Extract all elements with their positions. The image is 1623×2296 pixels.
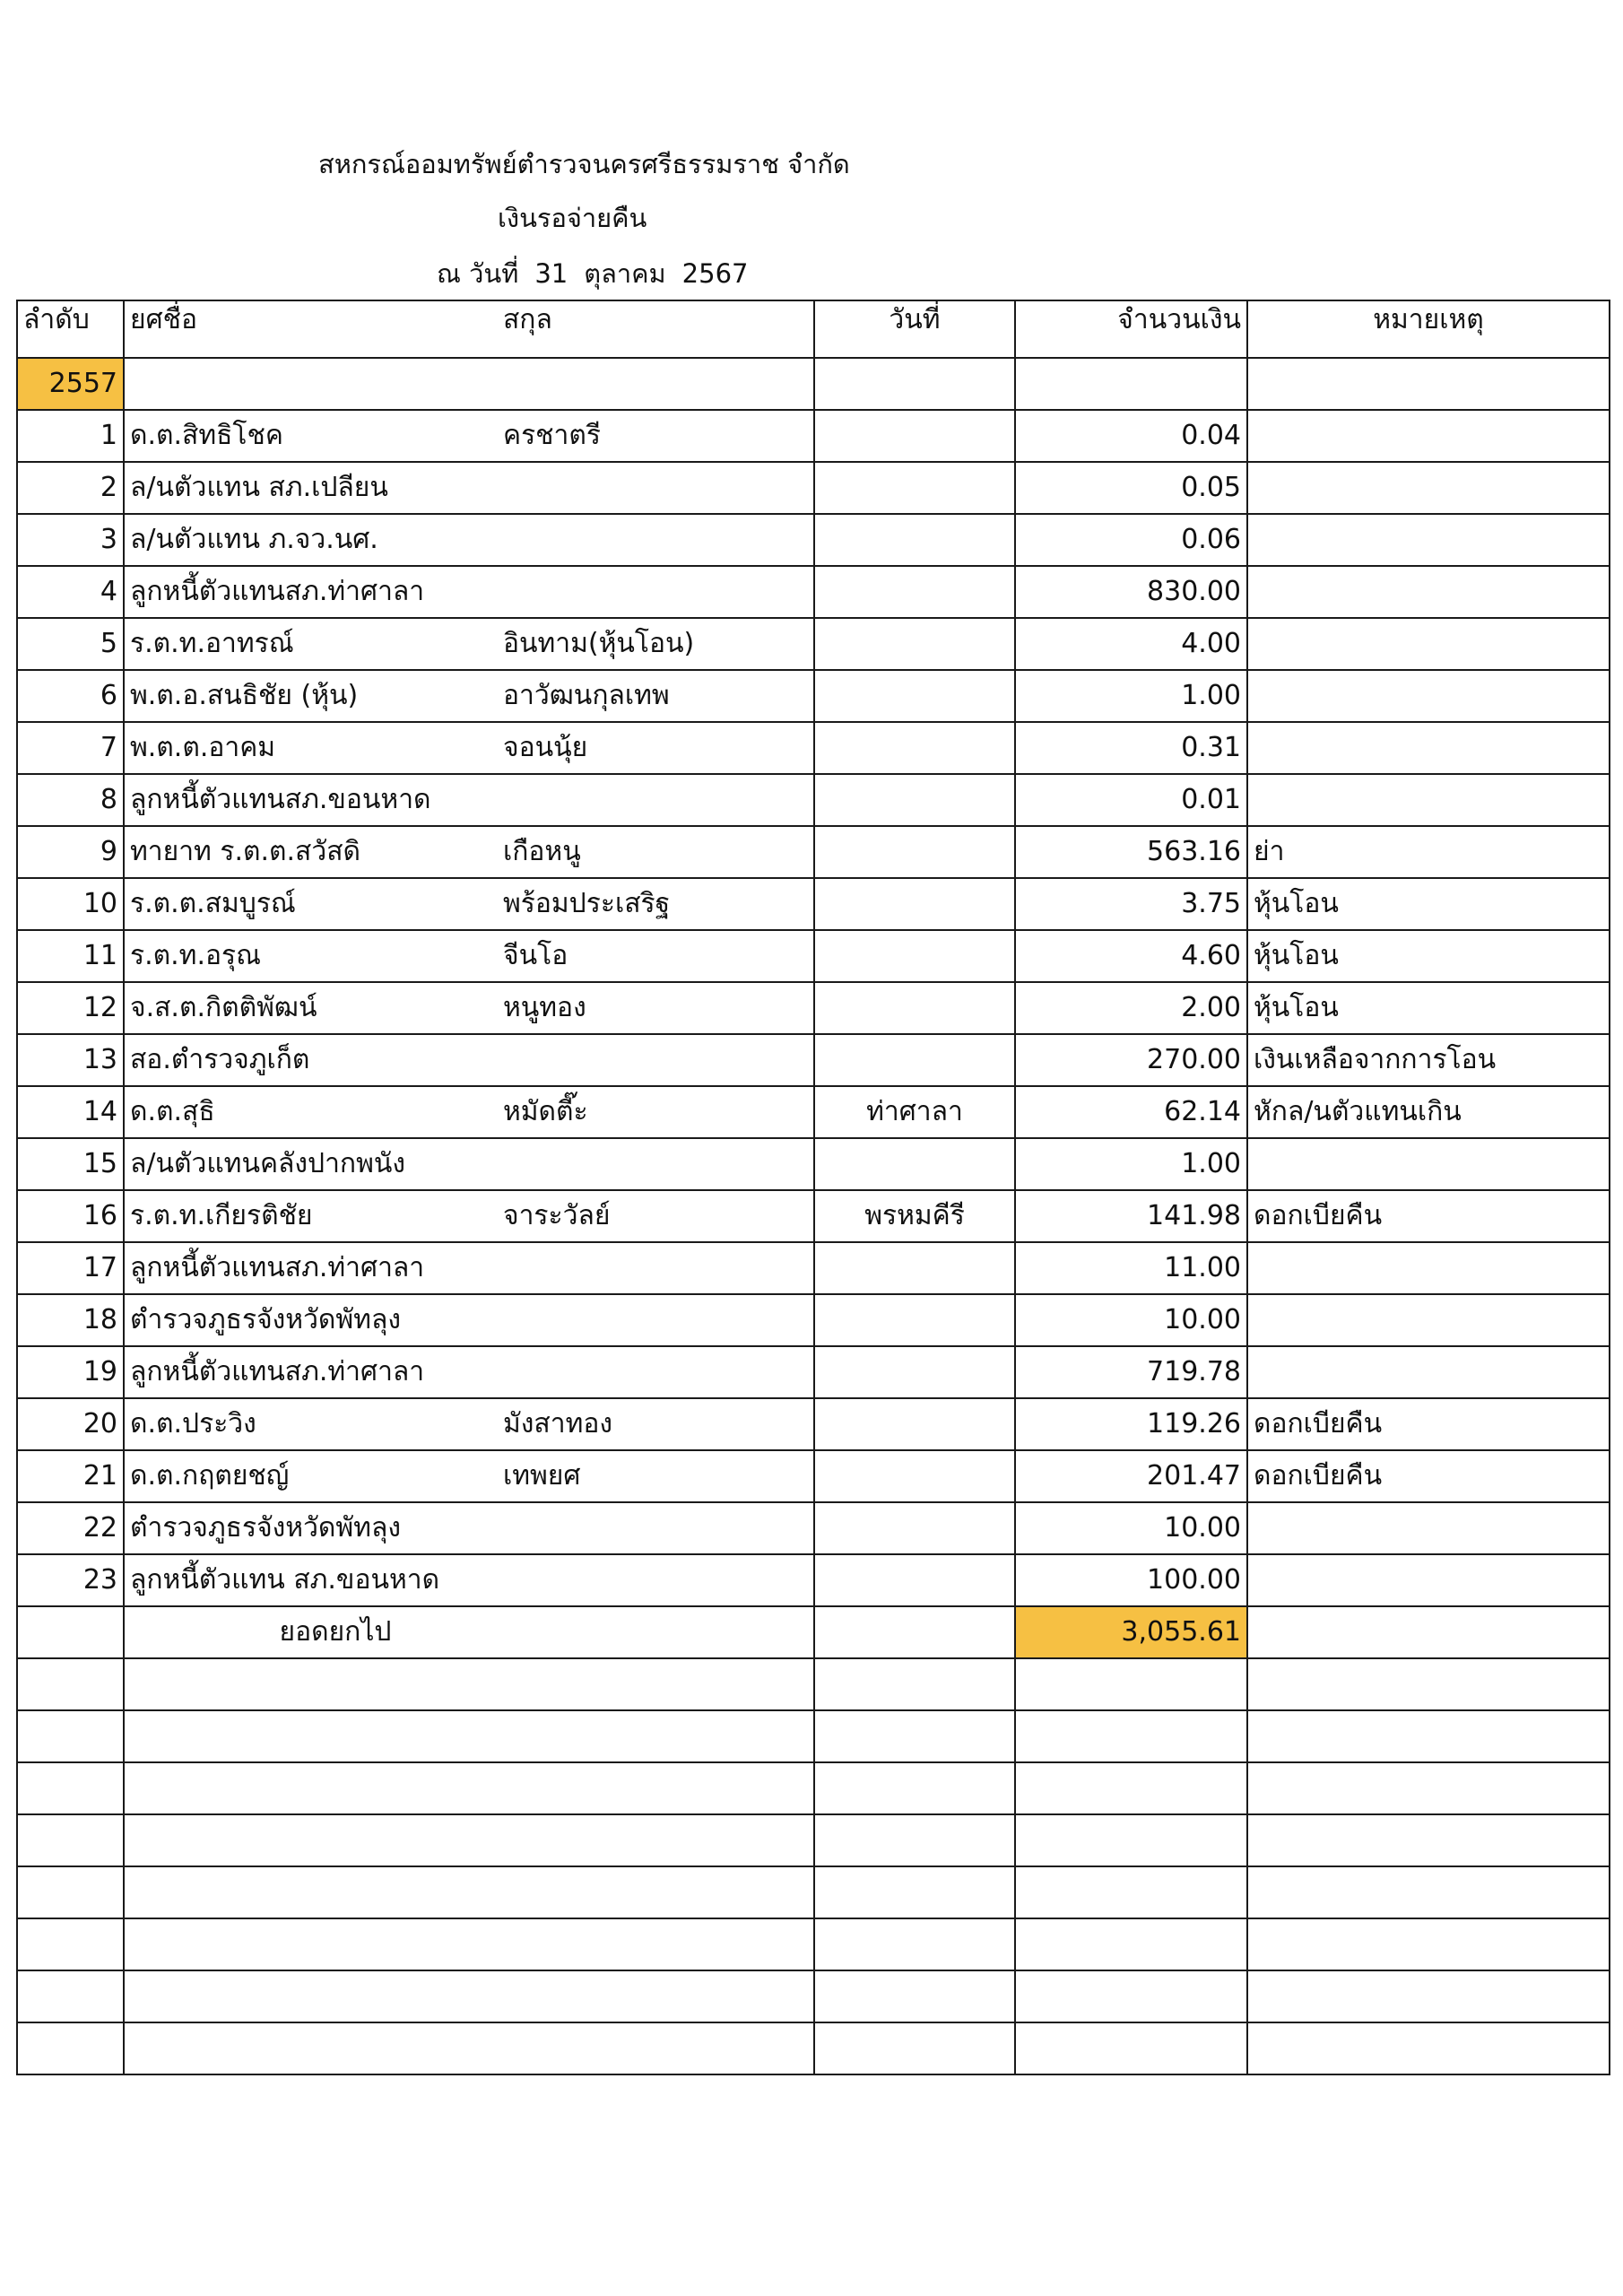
cell-amount: 100.00	[1015, 1554, 1247, 1606]
cell-empty	[498, 1866, 814, 1918]
cell-date	[814, 826, 1015, 878]
cell-seq: 8	[17, 774, 124, 826]
cell-name: ลูกหนี้ตัวแทนสภ.ท่าศาลา	[124, 1346, 498, 1398]
table-row	[17, 670, 1610, 722]
cell-empty	[17, 1866, 124, 1918]
cell-empty	[1015, 1918, 1247, 1970]
date-year: 2567	[681, 258, 749, 289]
cell-amount: 10.00	[1015, 1294, 1247, 1346]
cell-amount: 201.47	[1015, 1450, 1247, 1502]
table-row	[17, 1242, 1610, 1294]
cell-empty	[1247, 1970, 1610, 2022]
table-row	[17, 1502, 1610, 1554]
cell-amount: 4.00	[1015, 618, 1247, 670]
cell-amount: 830.00	[1015, 566, 1247, 618]
table-row	[17, 1086, 1610, 1138]
cell-empty	[814, 1658, 1015, 1710]
cell-surname: มังสาทอง	[498, 1398, 814, 1450]
cell-empty	[498, 2022, 814, 2074]
table-row	[17, 410, 1610, 462]
cell-empty	[498, 1918, 814, 1970]
cell-seq: 5	[17, 618, 124, 670]
cell-amount: 119.26	[1015, 1398, 1247, 1450]
cell-surname: ครชาตรี	[498, 410, 814, 462]
cell-surname	[498, 1554, 814, 1606]
cell-date	[814, 514, 1015, 566]
blank-row	[17, 2022, 1610, 2074]
cell-date	[814, 930, 1015, 982]
cell-empty	[1015, 1762, 1247, 1814]
cell-date	[814, 774, 1015, 826]
cell-empty	[1015, 1970, 1247, 2022]
cell-date	[814, 722, 1015, 774]
cell-seq: 2	[17, 462, 124, 514]
cell-surname: จาระวัลย์	[498, 1190, 814, 1242]
cell-name: ลูกหนี้ตัวแทนสภ.ขอนหาด	[124, 774, 498, 826]
table-row	[17, 514, 1610, 566]
cell-date: พรหมคีรี	[814, 1190, 1015, 1242]
cell-empty	[17, 1606, 124, 1658]
cell-date	[814, 410, 1015, 462]
cell-date	[814, 670, 1015, 722]
date-prefix: ณ วันที่	[437, 258, 519, 289]
cell-surname	[498, 1346, 814, 1398]
table-row	[17, 1034, 1610, 1086]
cell-surname	[498, 1034, 814, 1086]
cell-empty	[814, 2022, 1015, 2074]
cell-empty	[498, 1710, 814, 1762]
cell-empty	[124, 358, 498, 410]
cell-note	[1247, 670, 1610, 722]
table-row	[17, 462, 1610, 514]
cell-empty	[124, 1814, 498, 1866]
cell-note: หักล/นตัวแทนเกิน	[1247, 1086, 1610, 1138]
blank-row	[17, 1918, 1610, 1970]
cell-seq: 14	[17, 1086, 124, 1138]
cell-seq: 17	[17, 1242, 124, 1294]
col-header-note: หมายเหตุ	[1247, 300, 1610, 358]
cell-amount: 62.14	[1015, 1086, 1247, 1138]
total-row	[17, 1606, 1610, 1658]
cell-surname: หมัดตี๊ะ	[498, 1086, 814, 1138]
cell-seq: 21	[17, 1450, 124, 1502]
cell-seq: 3	[17, 514, 124, 566]
cell-seq: 9	[17, 826, 124, 878]
table-row	[17, 1294, 1610, 1346]
table-row	[17, 1398, 1610, 1450]
cell-seq: 16	[17, 1190, 124, 1242]
cell-empty	[124, 1970, 498, 2022]
cell-empty	[124, 1710, 498, 1762]
cell-note: ดอกเบียคืน	[1247, 1398, 1610, 1450]
table-row	[17, 722, 1610, 774]
cell-empty	[17, 1970, 124, 2022]
col-header-name: ยศชื่อ	[124, 300, 498, 358]
col-header-seq: ลำดับ	[17, 300, 124, 358]
cell-seq: 22	[17, 1502, 124, 1554]
cell-note: หุ้นโอน	[1247, 878, 1610, 930]
cell-empty	[1247, 1814, 1610, 1866]
cell-amount: 3.75	[1015, 878, 1247, 930]
cell-seq: 6	[17, 670, 124, 722]
cell-empty	[814, 1710, 1015, 1762]
cell-seq: 7	[17, 722, 124, 774]
cell-name: ลูกหนี้ตัวแทนสภ.ท่าศาลา	[124, 1242, 498, 1294]
cell-empty	[17, 1814, 124, 1866]
cell-surname: จอนนุ้ย	[498, 722, 814, 774]
cell-amount: 563.16	[1015, 826, 1247, 878]
cell-name: ร.ต.ท.เกียรติชัย	[124, 1190, 498, 1242]
cell-note: ย่า	[1247, 826, 1610, 878]
cell-date	[814, 1502, 1015, 1554]
cell-empty	[1247, 2022, 1610, 2074]
cell-seq: 13	[17, 1034, 124, 1086]
blank-row	[17, 1710, 1610, 1762]
table-row	[17, 982, 1610, 1034]
blank-row	[17, 1762, 1610, 1814]
cell-empty	[814, 1814, 1015, 1866]
cell-surname: พร้อมประเสริฐ	[498, 878, 814, 930]
cell-date: ท่าศาลา	[814, 1086, 1015, 1138]
cell-empty	[124, 1866, 498, 1918]
cell-seq: 20	[17, 1398, 124, 1450]
cell-amount: 11.00	[1015, 1242, 1247, 1294]
cell-note	[1247, 410, 1610, 462]
cell-name: ด.ต.ประวิง	[124, 1398, 498, 1450]
cell-date	[814, 1346, 1015, 1398]
cell-surname: จีนโอ	[498, 930, 814, 982]
cell-empty	[814, 1866, 1015, 1918]
table-row	[17, 1450, 1610, 1502]
cell-name: ล/นตัวแทน สภ.เปลียน	[124, 462, 498, 514]
cell-surname: หนูทอง	[498, 982, 814, 1034]
cell-date	[814, 878, 1015, 930]
cell-note: เงินเหลือจากการโอน	[1247, 1034, 1610, 1086]
cell-date	[814, 462, 1015, 514]
cell-surname	[498, 514, 814, 566]
cell-empty	[124, 1762, 498, 1814]
cell-date	[814, 1294, 1015, 1346]
cell-amount: 1.00	[1015, 1138, 1247, 1190]
cell-surname: เกือหนู	[498, 826, 814, 878]
cell-amount: 1.00	[1015, 670, 1247, 722]
table-row	[17, 930, 1610, 982]
cell-seq: 18	[17, 1294, 124, 1346]
cell-name: ลูกหนี้ตัวแทน สภ.ขอนหาด	[124, 1554, 498, 1606]
table-row	[17, 1190, 1610, 1242]
cell-date	[814, 566, 1015, 618]
cell-empty	[1015, 1866, 1247, 1918]
cell-seq: 12	[17, 982, 124, 1034]
cell-name: ล/นตัวแทนคลังปากพนัง	[124, 1138, 498, 1190]
cell-empty	[498, 358, 814, 410]
cell-empty	[1247, 1658, 1610, 1710]
cell-note: ดอกเบียคืน	[1247, 1450, 1610, 1502]
cell-empty	[1247, 358, 1610, 410]
cell-empty	[17, 1762, 124, 1814]
cell-empty	[1247, 1918, 1610, 1970]
col-header-amount: จำนวนเงิน	[1015, 300, 1247, 358]
cell-seq: 1	[17, 410, 124, 462]
cell-empty	[1015, 2022, 1247, 2074]
cell-note	[1247, 1294, 1610, 1346]
cell-seq: 15	[17, 1138, 124, 1190]
header-row	[17, 300, 1610, 358]
cell-name: ด.ต.กฤตยชญ์	[124, 1450, 498, 1502]
cell-empty	[1015, 358, 1247, 410]
cell-name: ด.ต.สุธิ	[124, 1086, 498, 1138]
cell-surname	[498, 462, 814, 514]
ledger-table	[16, 300, 1610, 2075]
as-of-date	[437, 253, 748, 294]
cell-amount: 719.78	[1015, 1346, 1247, 1398]
blank-row	[17, 1658, 1610, 1710]
table-row	[17, 878, 1610, 930]
cell-note	[1247, 722, 1610, 774]
document-title: เงินรอจ่ายคืน	[498, 203, 647, 233]
cell-note	[1247, 1346, 1610, 1398]
cell-date	[814, 1034, 1015, 1086]
cell-seq: 23	[17, 1554, 124, 1606]
cell-empty	[814, 358, 1015, 410]
cell-note	[1247, 774, 1610, 826]
cell-name: พ.ต.ต.อาคม	[124, 722, 498, 774]
cell-amount: 0.06	[1015, 514, 1247, 566]
cell-empty	[1015, 1814, 1247, 1866]
cell-date	[814, 1554, 1015, 1606]
cell-name: ร.ต.ท.อาทรณ์	[124, 618, 498, 670]
cell-surname	[498, 566, 814, 618]
cell-empty	[17, 1918, 124, 1970]
cell-empty	[17, 2022, 124, 2074]
cell-name: ด.ต.สิทธิโชค	[124, 410, 498, 462]
date-month: ตุลาคม	[584, 258, 666, 289]
cell-surname: อาวัฒนกุลเทพ	[498, 670, 814, 722]
cell-empty	[1015, 1710, 1247, 1762]
cell-date	[814, 1138, 1015, 1190]
cell-empty	[124, 2022, 498, 2074]
cell-name: ร.ต.ท.อรุณ	[124, 930, 498, 982]
cell-date	[814, 1398, 1015, 1450]
cell-amount: 2.00	[1015, 982, 1247, 1034]
cell-empty	[124, 1658, 498, 1710]
cell-amount: 0.31	[1015, 722, 1247, 774]
cell-surname	[498, 1502, 814, 1554]
cell-amount: 141.98	[1015, 1190, 1247, 1242]
cell-note	[1247, 514, 1610, 566]
cell-note	[1247, 462, 1610, 514]
cell-name: สอ.ตำรวจภูเก็ต	[124, 1034, 498, 1086]
table-row	[17, 1554, 1610, 1606]
cell-name: จ.ส.ต.กิตติพัฒน์	[124, 982, 498, 1034]
cell-date	[814, 1450, 1015, 1502]
cell-name: ลูกหนี้ตัวแทนสภ.ท่าศาลา	[124, 566, 498, 618]
cell-name: ร.ต.ต.สมบูรณ์	[124, 878, 498, 930]
cell-amount: 270.00	[1015, 1034, 1247, 1086]
cell-amount: 4.60	[1015, 930, 1247, 982]
cell-empty	[814, 1606, 1015, 1658]
cell-empty	[1247, 1710, 1610, 1762]
col-header-date: วันที่	[814, 300, 1015, 358]
cell-amount: 10.00	[1015, 1502, 1247, 1554]
cell-note	[1247, 1554, 1610, 1606]
cell-empty	[124, 1918, 498, 1970]
cell-amount: 0.01	[1015, 774, 1247, 826]
cell-surname	[498, 1138, 814, 1190]
cell-empty	[1015, 1658, 1247, 1710]
cell-empty	[1247, 1866, 1610, 1918]
table-row	[17, 566, 1610, 618]
blank-row	[17, 1970, 1610, 2022]
cell-date	[814, 618, 1015, 670]
table-row	[17, 1138, 1610, 1190]
table-row	[17, 826, 1610, 878]
cell-seq: 10	[17, 878, 124, 930]
cell-empty	[814, 1762, 1015, 1814]
cell-surname	[498, 1242, 814, 1294]
cell-name: ล/นตัวแทน ภ.จว.นศ.	[124, 514, 498, 566]
cell-surname: เทพยศ	[498, 1450, 814, 1502]
cell-note	[1247, 566, 1610, 618]
cell-seq: 19	[17, 1346, 124, 1398]
cell-empty	[1247, 1606, 1610, 1658]
cell-name: ตำรวจภูธรจังหวัดพัทลุง	[124, 1502, 498, 1554]
cell-surname: อินทาม(หุ้นโอน)	[498, 618, 814, 670]
cell-note	[1247, 1138, 1610, 1190]
col-header-surname: สกุล	[498, 300, 814, 358]
year-group-row	[17, 358, 1610, 410]
cell-empty	[498, 1606, 814, 1658]
cell-note	[1247, 618, 1610, 670]
cell-note: หุ้นโอน	[1247, 982, 1610, 1034]
cell-empty	[1247, 1762, 1610, 1814]
cell-empty	[498, 1658, 814, 1710]
cell-empty	[498, 1970, 814, 2022]
cell-empty	[498, 1762, 814, 1814]
cell-amount: 0.04	[1015, 410, 1247, 462]
cell-date	[814, 1242, 1015, 1294]
cell-note: หุ้นโอน	[1247, 930, 1610, 982]
total-amount: 3,055.61	[1015, 1606, 1247, 1658]
cell-surname	[498, 774, 814, 826]
cell-name: ทายาท ร.ต.ต.สวัสดิ	[124, 826, 498, 878]
cell-seq: 11	[17, 930, 124, 982]
total-label: ยอดยกไป	[124, 1606, 498, 1658]
year-group-label: 2557	[17, 358, 124, 410]
cell-empty	[814, 1970, 1015, 2022]
cell-amount: 0.05	[1015, 462, 1247, 514]
table-row	[17, 774, 1610, 826]
cell-empty	[17, 1658, 124, 1710]
cell-name: พ.ต.อ.สนธิชัย (หุ้น)	[124, 670, 498, 722]
date-day: 31	[534, 258, 568, 289]
blank-row	[17, 1814, 1610, 1866]
cell-note	[1247, 1502, 1610, 1554]
cell-empty	[814, 1918, 1015, 1970]
cell-name: ตำรวจภูธรจังหวัดพัทลุง	[124, 1294, 498, 1346]
cell-surname	[498, 1294, 814, 1346]
table-row	[17, 1346, 1610, 1398]
cell-empty	[498, 1814, 814, 1866]
cell-note	[1247, 1242, 1610, 1294]
cell-note: ดอกเบียคืน	[1247, 1190, 1610, 1242]
blank-row	[17, 1866, 1610, 1918]
table-row	[17, 618, 1610, 670]
cell-empty	[17, 1710, 124, 1762]
organization-title: สหกรณ์ออมทรัพย์ตำรวจนครศรีธรรมราช จำกัด	[318, 149, 850, 179]
cell-date	[814, 982, 1015, 1034]
cell-seq: 4	[17, 566, 124, 618]
